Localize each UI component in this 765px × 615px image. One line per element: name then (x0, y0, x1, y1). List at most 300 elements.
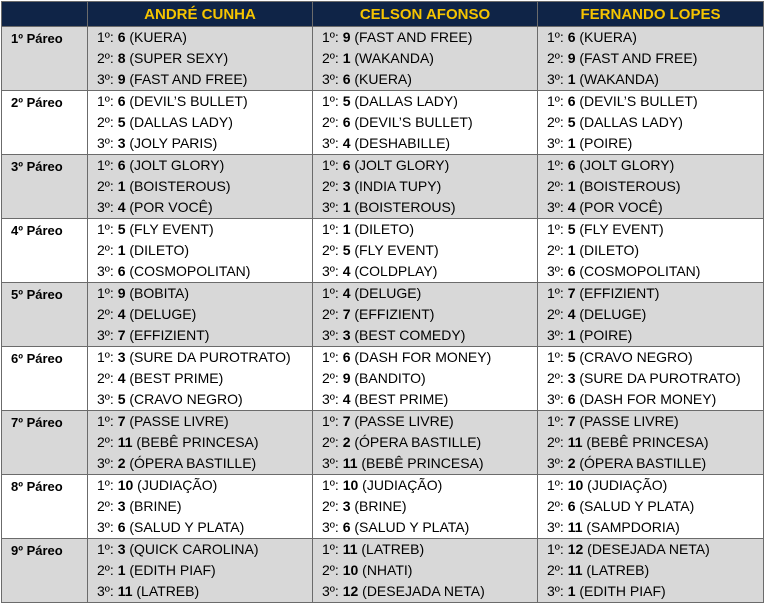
horse-number: 9 (567, 50, 576, 66)
horse-name: (PASSE LIVRE) (579, 413, 679, 429)
race-rows (2, 27, 764, 603)
picks-cell-andre-cunha (88, 91, 313, 155)
pick-position: 1º: (322, 477, 339, 493)
horse-name: (SALUD Y PLATA) (579, 498, 695, 514)
horse-name: (BEST PRIME) (354, 391, 449, 407)
horse-number: 5 (567, 349, 576, 365)
horse-number: 7 (567, 285, 576, 301)
horse-number: 5 (342, 93, 351, 109)
pick-position: 1º: (322, 29, 339, 45)
horse-name: (FLY EVENT) (354, 242, 439, 258)
horse-name: (DEVIL’S BULLET) (129, 93, 248, 109)
pick-line (313, 219, 537, 240)
pick-line (88, 133, 312, 154)
picks-cell-celson-afonso (313, 283, 538, 347)
pick-line (538, 325, 763, 346)
horse-name: (DELUGE) (354, 285, 422, 301)
horse-name: (SALUD Y PLATA) (354, 519, 470, 535)
pick-line (538, 91, 763, 112)
horse-name: (JUDIAÇÃO) (362, 477, 443, 493)
pick-position: 3º: (97, 519, 114, 535)
pick-position: 1º: (97, 29, 114, 45)
pick-position: 2º: (97, 178, 114, 194)
horse-name: (BRINE) (129, 498, 182, 514)
pick-position: 3º: (547, 455, 564, 471)
pick-position: 2º: (547, 370, 564, 386)
horse-name: (BEBÊ PRINCESA) (136, 434, 259, 450)
picks-table (1, 1, 764, 603)
horse-number: 3 (342, 498, 351, 514)
horse-number: 6 (342, 114, 351, 130)
race-label: 4º Páreo (2, 219, 88, 283)
horse-number: 6 (117, 29, 126, 45)
pick-position: 2º: (547, 306, 564, 322)
horse-name: (KUERA) (579, 29, 637, 45)
pick-line (88, 283, 312, 304)
pick-position: 2º: (97, 306, 114, 322)
pick-line (88, 347, 312, 368)
pick-position: 2º: (322, 562, 339, 578)
pick-position: 1º: (97, 413, 114, 429)
pick-line (538, 389, 763, 410)
horse-number: 7 (117, 327, 126, 343)
race-label: 1º Páreo (2, 27, 88, 91)
picks-cell-celson-afonso (313, 539, 538, 603)
pick-position: 3º: (547, 391, 564, 407)
horse-number: 2 (342, 434, 351, 450)
pick-position: 1º: (322, 93, 339, 109)
pick-line (88, 91, 312, 112)
pick-line (538, 240, 763, 261)
horse-number: 9 (117, 71, 126, 87)
horse-name: (DALLAS LADY) (579, 114, 683, 130)
pick-position: 2º: (322, 178, 339, 194)
horse-name: (JOLY PARIS) (129, 135, 218, 151)
pick-line (538, 475, 763, 496)
horse-name: (BEST COMEDY) (354, 327, 466, 343)
pick-position: 3º: (322, 583, 339, 599)
pick-line (313, 432, 537, 453)
picks-cell-fernando-lopes (538, 475, 764, 539)
pick-line (88, 27, 312, 48)
header-andre-cunha: ANDRÉ CUNHA (88, 2, 313, 27)
pick-line (88, 581, 312, 602)
horse-number: 10 (567, 477, 584, 493)
pick-position: 3º: (322, 455, 339, 471)
horse-name: (LATREB) (586, 562, 650, 578)
horse-number: 6 (342, 519, 351, 535)
pick-position: 3º: (547, 327, 564, 343)
picks-cell-celson-afonso (313, 475, 538, 539)
pick-line (88, 197, 312, 218)
pick-position: 1º: (547, 285, 564, 301)
horse-number: 5 (117, 114, 126, 130)
horse-name: (BOISTEROUS) (129, 178, 231, 194)
horse-name: (DASH FOR MONEY) (579, 391, 717, 407)
pick-position: 3º: (547, 199, 564, 215)
horse-number: 5 (567, 221, 576, 237)
horse-name: (DILETO) (579, 242, 640, 258)
pick-line (538, 560, 763, 581)
horse-name: (DILETO) (354, 221, 415, 237)
race-row (2, 411, 764, 475)
pick-line (538, 27, 763, 48)
horse-name: (PASSE LIVRE) (354, 413, 454, 429)
picks-cell-fernando-lopes (538, 539, 764, 603)
pick-position: 2º: (547, 114, 564, 130)
pick-line (313, 389, 537, 410)
horse-number: 2 (567, 455, 576, 471)
pick-line (538, 432, 763, 453)
horse-name: (JUDIAÇÃO) (137, 477, 218, 493)
race-row (2, 27, 764, 91)
horse-number: 12 (342, 583, 359, 599)
pick-position: 1º: (97, 541, 114, 557)
horse-name: (BOBITA) (129, 285, 190, 301)
pick-line (88, 411, 312, 432)
pick-position: 1º: (547, 349, 564, 365)
pick-line (538, 304, 763, 325)
pick-position: 2º: (547, 50, 564, 66)
header-celson-afonso: CELSON AFONSO (313, 2, 538, 27)
picks-cell-fernando-lopes (538, 219, 764, 283)
pick-line (538, 347, 763, 368)
horse-number: 1 (567, 178, 576, 194)
pick-line (88, 517, 312, 538)
picks-cell-fernando-lopes (538, 27, 764, 91)
pick-position: 3º: (322, 199, 339, 215)
horse-number: 9 (342, 370, 351, 386)
pick-position: 2º: (322, 306, 339, 322)
header-fernando-lopes: FERNANDO LOPES (538, 2, 764, 27)
horse-name: (KUERA) (129, 29, 187, 45)
race-row (2, 475, 764, 539)
pick-line (313, 325, 537, 346)
race-label: 7º Páreo (2, 411, 88, 475)
horse-name: (BOISTEROUS) (354, 199, 456, 215)
horse-name: (POR VOCÊ) (579, 199, 663, 215)
pick-position: 1º: (322, 349, 339, 365)
pick-line (313, 496, 537, 517)
horse-name: (NHATI) (362, 562, 413, 578)
race-label: 6º Páreo (2, 347, 88, 411)
horse-name: (BRINE) (354, 498, 407, 514)
pick-position: 3º: (97, 583, 114, 599)
horse-number: 1 (567, 242, 576, 258)
horse-name: (EDITH PIAF) (579, 583, 666, 599)
pick-line (88, 325, 312, 346)
pick-line (313, 112, 537, 133)
pick-line (313, 560, 537, 581)
horse-number: 5 (117, 221, 126, 237)
horse-number: 5 (342, 242, 351, 258)
pick-line (313, 69, 537, 90)
pick-line (313, 48, 537, 69)
picks-cell-celson-afonso (313, 219, 538, 283)
horse-number: 3 (117, 349, 126, 365)
pick-position: 3º: (322, 519, 339, 535)
horse-number: 6 (117, 263, 126, 279)
horse-name: (SURE DA PUROTRATO) (579, 370, 741, 386)
horse-number: 12 (567, 541, 584, 557)
pick-position: 2º: (97, 242, 114, 258)
pick-position: 3º: (547, 519, 564, 535)
horse-name: (FLY EVENT) (129, 221, 214, 237)
horse-number: 10 (117, 477, 134, 493)
pick-line (88, 560, 312, 581)
pick-line (538, 496, 763, 517)
race-label: 8º Páreo (2, 475, 88, 539)
horse-number: 6 (567, 29, 576, 45)
horse-number: 5 (117, 391, 126, 407)
horse-name: (FAST AND FREE) (129, 71, 248, 87)
horse-number: 3 (117, 541, 126, 557)
horse-name: (DESEJADA NETA) (362, 583, 485, 599)
horse-name: (LATREB) (361, 541, 425, 557)
pick-line (313, 261, 537, 282)
picks-cell-fernando-lopes (538, 347, 764, 411)
pick-position: 1º: (97, 221, 114, 237)
pick-position: 2º: (97, 370, 114, 386)
race-row (2, 91, 764, 155)
horse-number: 6 (342, 71, 351, 87)
horse-name: (ÓPERA BASTILLE) (354, 434, 482, 450)
pick-line (88, 475, 312, 496)
pick-line (313, 304, 537, 325)
race-row (2, 283, 764, 347)
horse-name: (SURE DA PUROTRATO) (129, 349, 291, 365)
race-label: 2º Páreo (2, 91, 88, 155)
horse-name: (INDIA TUPY) (354, 178, 442, 194)
pick-position: 1º: (97, 157, 114, 173)
pick-position: 1º: (322, 413, 339, 429)
pick-position: 2º: (97, 114, 114, 130)
pick-line (88, 368, 312, 389)
pick-position: 3º: (322, 391, 339, 407)
pick-line (88, 69, 312, 90)
pick-line (313, 347, 537, 368)
race-label: 5º Páreo (2, 283, 88, 347)
horse-name: (POIRE) (579, 135, 633, 151)
horse-name: (EFFIZIENT) (354, 306, 435, 322)
race-row (2, 155, 764, 219)
picks-cell-celson-afonso (313, 155, 538, 219)
pick-position: 2º: (547, 434, 564, 450)
pick-line (313, 475, 537, 496)
horse-name: (PASSE LIVRE) (129, 413, 229, 429)
pick-position: 2º: (322, 370, 339, 386)
horse-name: (FLY EVENT) (579, 221, 664, 237)
pick-line (538, 197, 763, 218)
picks-cell-andre-cunha (88, 539, 313, 603)
horse-name: (SALUD Y PLATA) (129, 519, 245, 535)
horse-name: (EDITH PIAF) (129, 562, 216, 578)
horse-name: (BANDITO) (354, 370, 426, 386)
pick-line (88, 496, 312, 517)
pick-position: 3º: (547, 135, 564, 151)
horse-number: 3 (117, 498, 126, 514)
pick-line (88, 261, 312, 282)
horse-number: 6 (342, 157, 351, 173)
horse-number: 1 (117, 178, 126, 194)
horse-number: 6 (117, 157, 126, 173)
pick-position: 2º: (97, 50, 114, 66)
pick-position: 3º: (97, 455, 114, 471)
picks-cell-fernando-lopes (538, 283, 764, 347)
pick-line (88, 176, 312, 197)
pick-line (313, 453, 537, 474)
horse-name: (BEBÊ PRINCESA) (586, 434, 709, 450)
header-corner (2, 2, 88, 27)
horse-name: (FAST AND FREE) (579, 50, 698, 66)
horse-number: 10 (342, 477, 359, 493)
horse-name: (SAMPDORIA) (586, 519, 680, 535)
horse-number: 1 (117, 562, 126, 578)
pick-line (538, 283, 763, 304)
horse-number: 1 (342, 50, 351, 66)
pick-line (538, 517, 763, 538)
pick-position: 3º: (547, 583, 564, 599)
pick-line (88, 219, 312, 240)
pick-line (538, 155, 763, 176)
race-row (2, 219, 764, 283)
pick-position: 2º: (322, 242, 339, 258)
pick-line (88, 112, 312, 133)
horse-name: (ÓPERA BASTILLE) (579, 455, 707, 471)
race-row (2, 539, 764, 603)
pick-position: 1º: (547, 413, 564, 429)
horse-name: (SUPER SEXY) (129, 50, 229, 66)
horse-number: 10 (342, 562, 359, 578)
picks-cell-andre-cunha (88, 283, 313, 347)
horse-name: (DESHABILLE) (354, 135, 451, 151)
horse-number: 1 (342, 221, 351, 237)
horse-number: 9 (342, 29, 351, 45)
horse-number: 6 (342, 349, 351, 365)
horse-name: (JOLT GLORY) (129, 157, 225, 173)
horse-number: 1 (117, 242, 126, 258)
horse-number: 3 (117, 135, 126, 151)
horse-number: 4 (117, 306, 126, 322)
horse-number: 4 (567, 199, 576, 215)
horse-number: 11 (567, 562, 583, 578)
pick-line (538, 411, 763, 432)
pick-line (538, 539, 763, 560)
race-row (2, 347, 764, 411)
horse-name: (BEST PRIME) (129, 370, 224, 386)
horse-name: (FAST AND FREE) (354, 29, 473, 45)
horse-number: 6 (567, 391, 576, 407)
pick-position: 3º: (547, 263, 564, 279)
horse-name: (DALLAS LADY) (129, 114, 233, 130)
pick-position: 3º: (322, 327, 339, 343)
race-label: 3º Páreo (2, 155, 88, 219)
pick-position: 2º: (322, 434, 339, 450)
horse-name: (DEVIL’S BULLET) (354, 114, 473, 130)
pick-line (88, 304, 312, 325)
pick-line (313, 368, 537, 389)
horse-name: (ÓPERA BASTILLE) (129, 455, 257, 471)
horse-name: (DILETO) (129, 242, 190, 258)
pick-position: 1º: (322, 157, 339, 173)
horse-name: (JOLT GLORY) (579, 157, 675, 173)
pick-position: 2º: (322, 498, 339, 514)
header-row (2, 2, 764, 27)
pick-line (313, 133, 537, 154)
picks-cell-andre-cunha (88, 27, 313, 91)
picks-cell-celson-afonso (313, 27, 538, 91)
pick-position: 3º: (322, 71, 339, 87)
pick-position: 1º: (547, 477, 564, 493)
horse-name: (KUERA) (354, 71, 412, 87)
picks-cell-celson-afonso (313, 347, 538, 411)
pick-position: 2º: (547, 562, 564, 578)
pick-line (88, 453, 312, 474)
horse-number: 1 (567, 583, 576, 599)
horse-name: (BEBÊ PRINCESA) (361, 455, 484, 471)
picks-cell-andre-cunha (88, 155, 313, 219)
pick-line (88, 48, 312, 69)
pick-line (313, 581, 537, 602)
horse-name: (COSMOPOLITAN) (129, 263, 251, 279)
pick-position: 3º: (97, 135, 114, 151)
pick-position: 2º: (97, 562, 114, 578)
horse-number: 4 (342, 285, 351, 301)
horse-name: (EFFIZIENT) (129, 327, 210, 343)
horse-name: (DESEJADA NETA) (587, 541, 710, 557)
horse-number: 2 (117, 455, 126, 471)
horse-number: 11 (117, 583, 133, 599)
pick-position: 3º: (97, 263, 114, 279)
horse-number: 11 (342, 455, 358, 471)
horse-name: (COLDPLAY) (354, 263, 438, 279)
horse-number: 4 (117, 370, 126, 386)
pick-position: 3º: (322, 135, 339, 151)
horse-number: 6 (567, 263, 576, 279)
picks-cell-celson-afonso (313, 411, 538, 475)
pick-position: 1º: (97, 349, 114, 365)
horse-number: 1 (567, 71, 576, 87)
horse-name: (DALLAS LADY) (354, 93, 458, 109)
pick-position: 1º: (97, 93, 114, 109)
pick-position: 1º: (97, 477, 114, 493)
horse-number: 7 (342, 413, 351, 429)
pick-line (538, 69, 763, 90)
pick-line (538, 48, 763, 69)
horse-number: 4 (342, 391, 351, 407)
pick-position: 3º: (97, 71, 114, 87)
horse-name: (CRAVO NEGRO) (579, 349, 693, 365)
pick-line (313, 197, 537, 218)
horse-number: 5 (567, 114, 576, 130)
horse-number: 3 (342, 178, 351, 194)
pick-position: 1º: (547, 541, 564, 557)
horse-name: (EFFIZIENT) (579, 285, 660, 301)
pick-line (313, 27, 537, 48)
pick-position: 2º: (547, 178, 564, 194)
horse-number: 4 (567, 306, 576, 322)
horse-name: (WAKANDA) (579, 71, 659, 87)
horse-name: (QUICK CAROLINA) (129, 541, 259, 557)
pick-position: 2º: (322, 114, 339, 130)
pick-position: 1º: (97, 285, 114, 301)
horse-name: (POR VOCÊ) (129, 199, 213, 215)
pick-line (88, 539, 312, 560)
pick-line (313, 240, 537, 261)
horse-name: (JOLT GLORY) (354, 157, 450, 173)
horse-number: 11 (117, 434, 133, 450)
pick-line (538, 368, 763, 389)
